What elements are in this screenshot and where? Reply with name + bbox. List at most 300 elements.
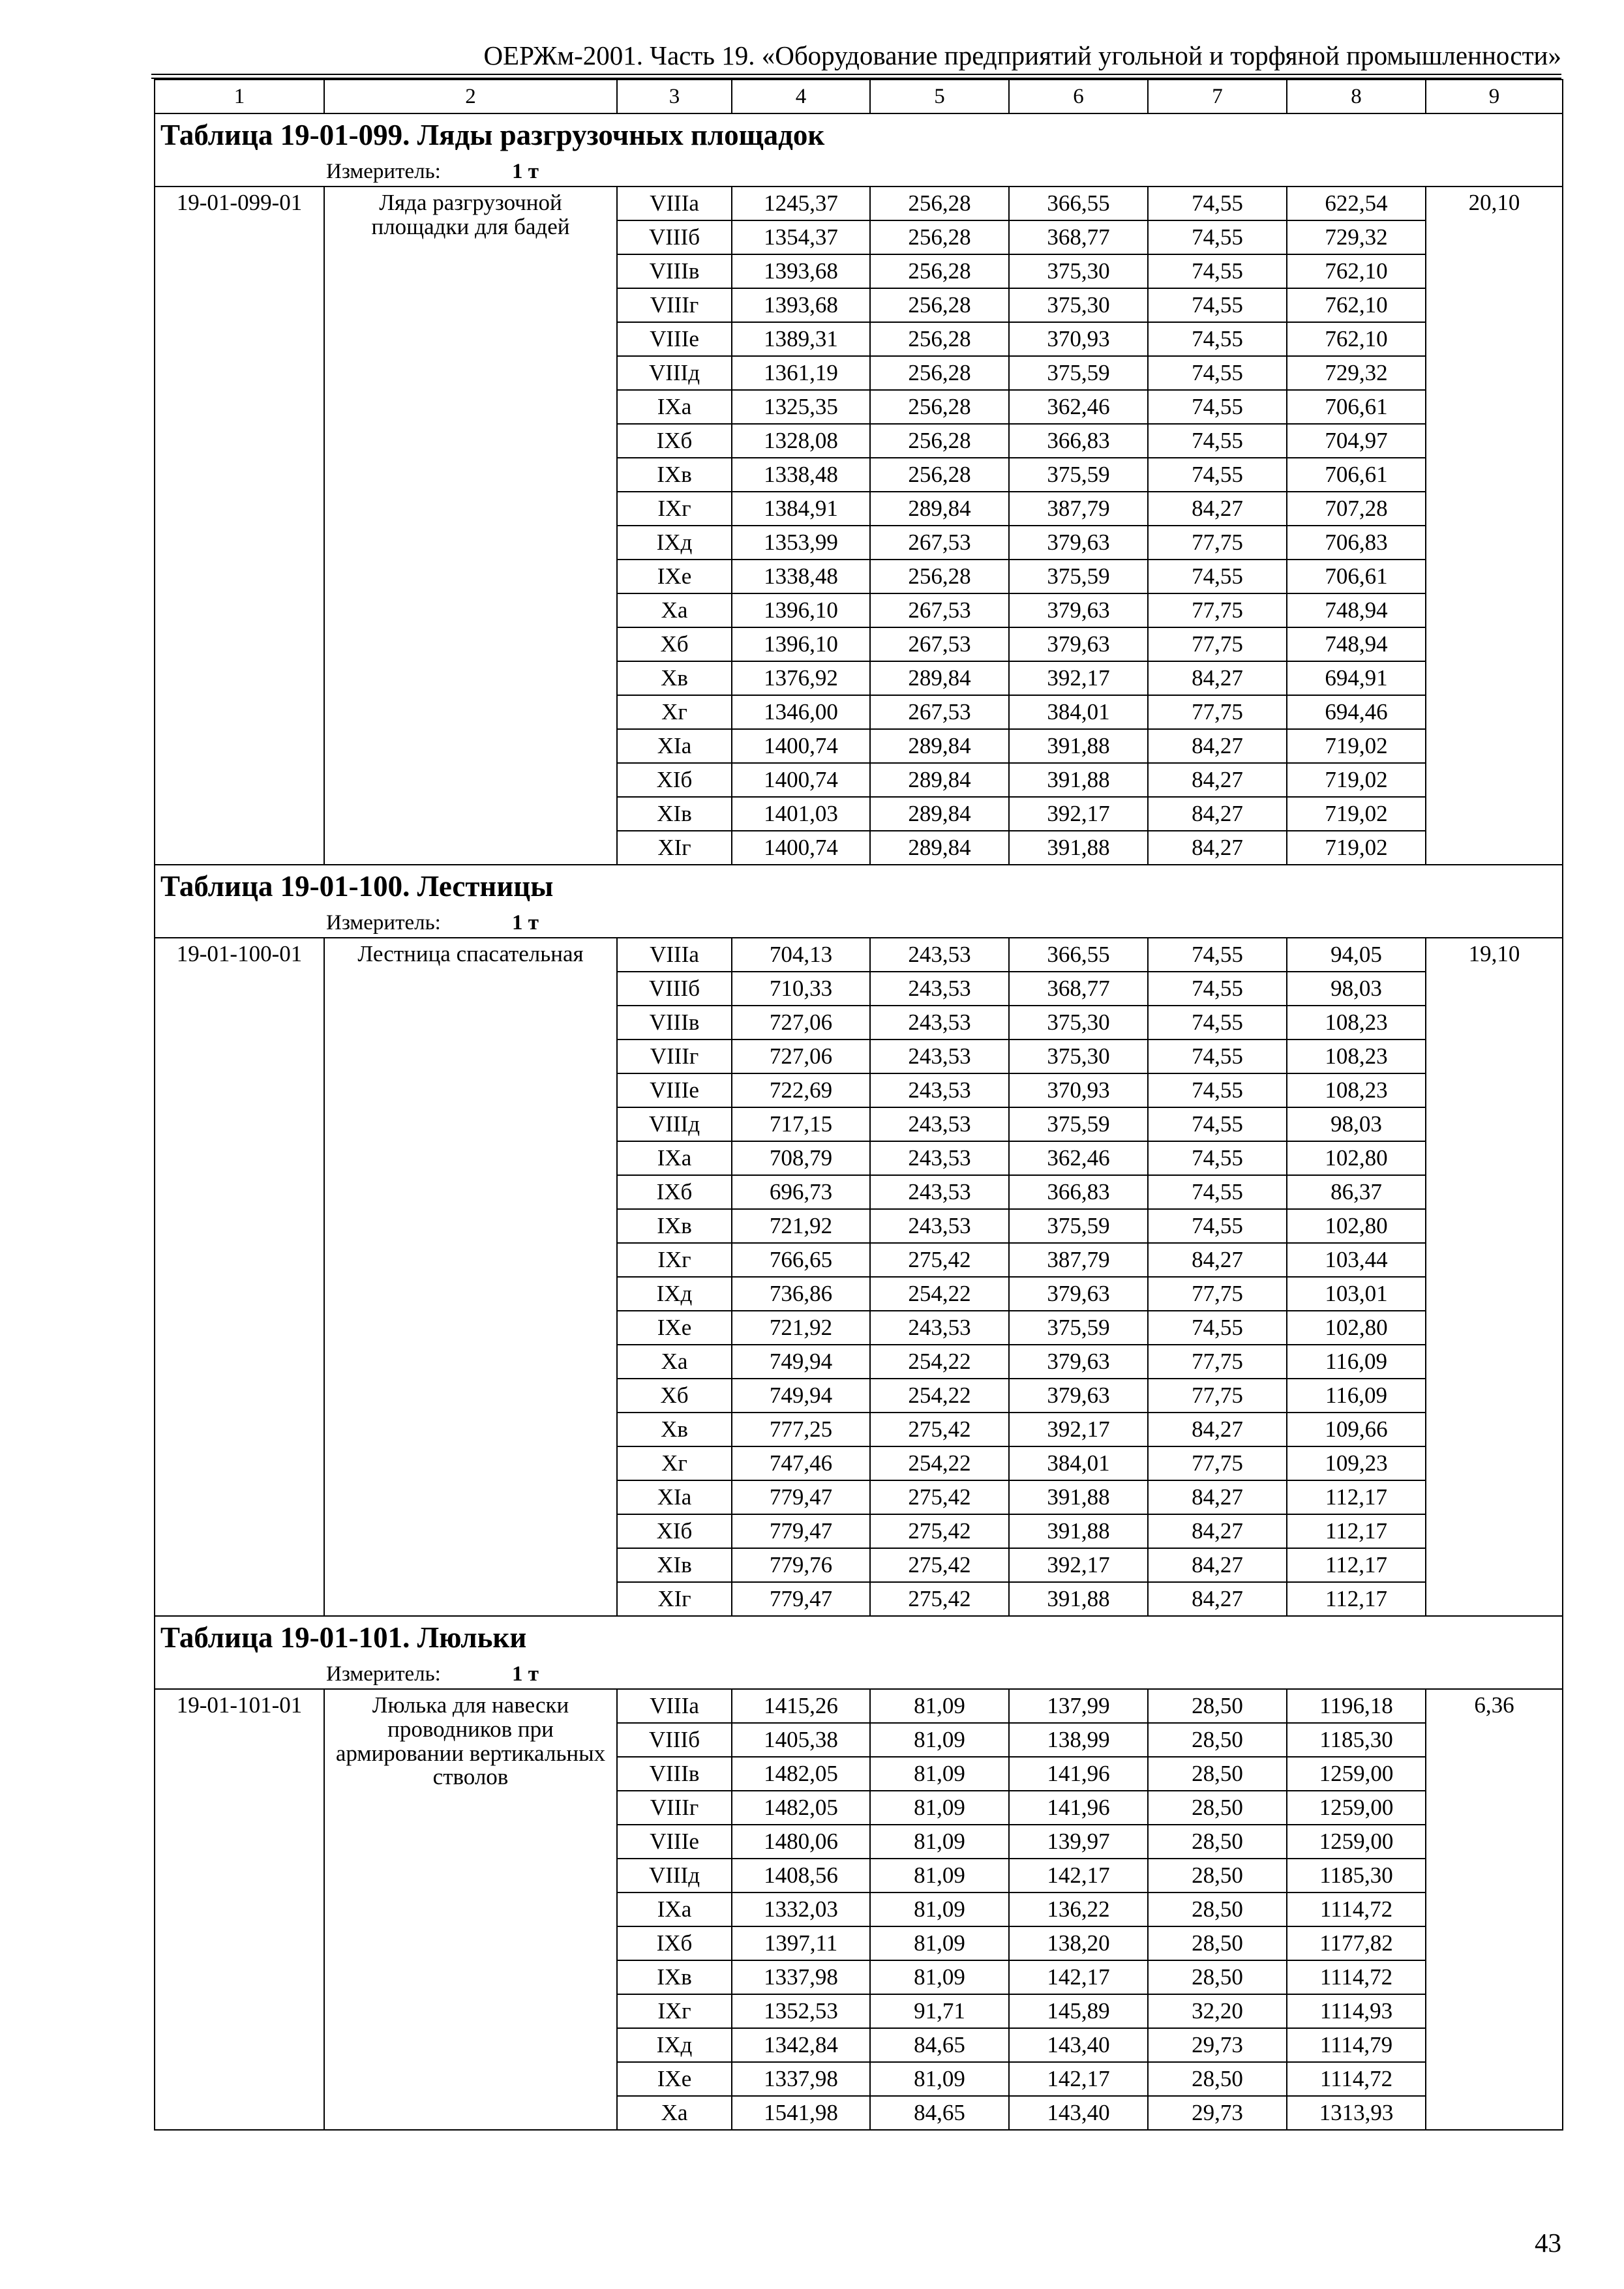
- value-cell: 1185,30: [1287, 1723, 1426, 1757]
- value-cell: 779,47: [732, 1480, 870, 1514]
- value-cell: 1114,72: [1287, 1960, 1426, 1994]
- value-cell: 719,02: [1287, 831, 1426, 865]
- value-cell: 1342,84: [732, 2028, 870, 2062]
- value-cell: 391,88: [1009, 1514, 1148, 1548]
- table-title: Таблица 19-01-101. Люльки: [155, 1616, 1563, 1660]
- value-cell: 28,50: [1148, 1926, 1287, 1960]
- value-cell: 275,42: [870, 1514, 1009, 1548]
- zone-cell: ХIа: [617, 729, 732, 763]
- value-cell: 81,09: [870, 1689, 1009, 1723]
- rate-name: Ляда разгрузочной площадки для бадей: [324, 187, 617, 865]
- value-cell: 112,17: [1287, 1514, 1426, 1548]
- value-cell: 267,53: [870, 526, 1009, 560]
- value-cell: 74,55: [1148, 458, 1287, 492]
- column-number: 6: [1009, 80, 1148, 113]
- value-cell: 77,75: [1148, 1446, 1287, 1480]
- value-cell: 256,28: [870, 187, 1009, 220]
- value-cell: 112,17: [1287, 1480, 1426, 1514]
- rate-code: 19-01-100-01: [155, 938, 324, 1616]
- value-cell: 32,20: [1148, 1994, 1287, 2028]
- zone-cell: IХб: [617, 1175, 732, 1209]
- value-cell: 77,75: [1148, 1345, 1287, 1379]
- value-cell: 103,01: [1287, 1277, 1426, 1311]
- value-cell: 108,23: [1287, 1073, 1426, 1107]
- value-cell: 706,83: [1287, 526, 1426, 560]
- value-cell: 391,88: [1009, 1582, 1148, 1616]
- value-cell: 254,22: [870, 1446, 1009, 1480]
- value-cell: 1259,00: [1287, 1791, 1426, 1825]
- value-cell: 142,17: [1009, 1960, 1148, 1994]
- value-cell: 243,53: [870, 972, 1009, 1006]
- value-cell: 375,30: [1009, 1006, 1148, 1040]
- table-row: [155, 1689, 1563, 1723]
- value-cell: 706,61: [1287, 560, 1426, 593]
- value-cell: 77,75: [1148, 1277, 1287, 1311]
- value-cell: 1396,10: [732, 593, 870, 627]
- value-cell: 375,59: [1009, 1107, 1148, 1141]
- value-cell: 84,65: [870, 2028, 1009, 2062]
- zone-cell: ХIв: [617, 1548, 732, 1582]
- value-cell: 256,28: [870, 390, 1009, 424]
- value-cell: 116,09: [1287, 1345, 1426, 1379]
- value-cell: 74,55: [1148, 1175, 1287, 1209]
- value-cell: 762,10: [1287, 288, 1426, 322]
- value-cell: 112,17: [1287, 1582, 1426, 1616]
- value-cell: 392,17: [1009, 661, 1148, 695]
- value-cell: 28,50: [1148, 1859, 1287, 1893]
- value-cell: 1325,35: [732, 390, 870, 424]
- zone-cell: VIIIв: [617, 1757, 732, 1791]
- value-cell: 391,88: [1009, 831, 1148, 865]
- value-cell: 84,27: [1148, 763, 1287, 797]
- zone-cell: IХд: [617, 526, 732, 560]
- value-cell: 256,28: [870, 288, 1009, 322]
- zone-cell: Хв: [617, 661, 732, 695]
- value-cell: 112,17: [1287, 1548, 1426, 1582]
- value-cell: 1114,79: [1287, 2028, 1426, 2062]
- value-cell: 81,09: [870, 2062, 1009, 2096]
- value-cell: 74,55: [1148, 220, 1287, 254]
- value-cell: 1259,00: [1287, 1757, 1426, 1791]
- last-column-value: 20,10: [1426, 187, 1563, 865]
- value-cell: 748,94: [1287, 627, 1426, 661]
- value-cell: 256,28: [870, 220, 1009, 254]
- value-cell: 1384,91: [732, 492, 870, 526]
- value-cell: 1177,82: [1287, 1926, 1426, 1960]
- value-cell: 108,23: [1287, 1006, 1426, 1040]
- value-cell: 243,53: [870, 1073, 1009, 1107]
- value-cell: 392,17: [1009, 1413, 1148, 1446]
- value-cell: 1401,03: [732, 797, 870, 831]
- value-cell: 762,10: [1287, 322, 1426, 356]
- value-cell: 28,50: [1148, 1723, 1287, 1757]
- value-cell: 28,50: [1148, 1689, 1287, 1723]
- unit-row: [155, 908, 1563, 938]
- value-cell: 275,42: [870, 1243, 1009, 1277]
- value-cell: 267,53: [870, 695, 1009, 729]
- value-cell: 375,59: [1009, 1209, 1148, 1243]
- value-cell: 366,55: [1009, 187, 1148, 220]
- value-cell: 721,92: [732, 1209, 870, 1243]
- unit-row: [155, 1660, 1563, 1689]
- value-cell: 141,96: [1009, 1791, 1148, 1825]
- value-cell: 98,03: [1287, 1107, 1426, 1141]
- value-cell: 84,27: [1148, 1243, 1287, 1277]
- zone-cell: IХг: [617, 1243, 732, 1277]
- zone-cell: VIIIг: [617, 288, 732, 322]
- unit-label: Измеритель:: [326, 1662, 441, 1686]
- value-cell: 1259,00: [1287, 1825, 1426, 1859]
- value-cell: 1389,31: [732, 322, 870, 356]
- value-cell: 721,92: [732, 1311, 870, 1345]
- column-number: 8: [1287, 80, 1426, 113]
- value-cell: 694,91: [1287, 661, 1426, 695]
- value-cell: 81,09: [870, 1723, 1009, 1757]
- value-cell: 1114,93: [1287, 1994, 1426, 2028]
- value-cell: 727,06: [732, 1006, 870, 1040]
- value-cell: 243,53: [870, 1040, 1009, 1073]
- value-cell: 84,27: [1148, 729, 1287, 763]
- value-cell: 142,17: [1009, 2062, 1148, 2096]
- value-cell: 749,94: [732, 1379, 870, 1413]
- zone-cell: IХв: [617, 1960, 732, 1994]
- zone-cell: Ха: [617, 1345, 732, 1379]
- value-cell: 256,28: [870, 356, 1009, 390]
- value-cell: 243,53: [870, 1006, 1009, 1040]
- value-cell: 254,22: [870, 1345, 1009, 1379]
- value-cell: 379,63: [1009, 1379, 1148, 1413]
- value-cell: 275,42: [870, 1413, 1009, 1446]
- zone-cell: VIIIд: [617, 1859, 732, 1893]
- value-cell: 1354,37: [732, 220, 870, 254]
- value-cell: 243,53: [870, 938, 1009, 972]
- value-cell: 74,55: [1148, 1006, 1287, 1040]
- value-cell: 84,27: [1148, 1413, 1287, 1446]
- value-cell: 139,97: [1009, 1825, 1148, 1859]
- value-cell: 81,09: [870, 1859, 1009, 1893]
- zone-cell: IХг: [617, 492, 732, 526]
- value-cell: 1337,98: [732, 1960, 870, 1994]
- value-cell: 1352,53: [732, 1994, 870, 2028]
- value-cell: 137,99: [1009, 1689, 1148, 1723]
- value-cell: 136,22: [1009, 1893, 1148, 1926]
- zone-cell: IХа: [617, 1141, 732, 1175]
- value-cell: 719,02: [1287, 729, 1426, 763]
- column-number: 7: [1148, 80, 1287, 113]
- zone-cell: IХб: [617, 1926, 732, 1960]
- zone-cell: IХг: [617, 1994, 732, 2028]
- value-cell: 384,01: [1009, 1446, 1148, 1480]
- value-cell: 727,06: [732, 1040, 870, 1073]
- zone-cell: ХIг: [617, 831, 732, 865]
- value-cell: 375,59: [1009, 1311, 1148, 1345]
- value-cell: 102,80: [1287, 1209, 1426, 1243]
- value-cell: 1482,05: [732, 1757, 870, 1791]
- value-cell: 1185,30: [1287, 1859, 1426, 1893]
- value-cell: 109,23: [1287, 1446, 1426, 1480]
- value-cell: 1541,98: [732, 2096, 870, 2130]
- zone-cell: ХIг: [617, 1582, 732, 1616]
- value-cell: 74,55: [1148, 187, 1287, 220]
- zone-cell: IХа: [617, 390, 732, 424]
- column-number: 9: [1426, 80, 1563, 113]
- zone-cell: Ха: [617, 593, 732, 627]
- value-cell: 722,69: [732, 1073, 870, 1107]
- value-cell: 1405,38: [732, 1723, 870, 1757]
- value-cell: 81,09: [870, 1825, 1009, 1859]
- value-cell: 1482,05: [732, 1791, 870, 1825]
- value-cell: 719,02: [1287, 763, 1426, 797]
- value-cell: 1393,68: [732, 288, 870, 322]
- value-cell: 1396,10: [732, 627, 870, 661]
- value-cell: 375,30: [1009, 1040, 1148, 1073]
- value-cell: 779,76: [732, 1548, 870, 1582]
- zone-cell: VIIIб: [617, 972, 732, 1006]
- zone-cell: VIIIв: [617, 254, 732, 288]
- value-cell: 81,09: [870, 1791, 1009, 1825]
- value-cell: 77,75: [1148, 593, 1287, 627]
- column-number: 1: [155, 80, 324, 113]
- value-cell: 28,50: [1148, 1825, 1287, 1859]
- value-cell: 256,28: [870, 560, 1009, 593]
- value-cell: 391,88: [1009, 729, 1148, 763]
- value-cell: 1114,72: [1287, 1893, 1426, 1926]
- unit-cell: [155, 908, 1563, 938]
- value-cell: 28,50: [1148, 1791, 1287, 1825]
- value-cell: 74,55: [1148, 1311, 1287, 1345]
- value-cell: 1400,74: [732, 729, 870, 763]
- zone-cell: IХв: [617, 458, 732, 492]
- rate-name: Люлька для навески проводников при армировании вертикальных стволов: [324, 1689, 617, 2130]
- unit-cell: [155, 1660, 1563, 1689]
- value-cell: 289,84: [870, 661, 1009, 695]
- value-cell: 28,50: [1148, 1893, 1287, 1926]
- value-cell: 256,28: [870, 254, 1009, 288]
- value-cell: 379,63: [1009, 627, 1148, 661]
- value-cell: 766,65: [732, 1243, 870, 1277]
- value-cell: 729,32: [1287, 356, 1426, 390]
- value-cell: 1397,11: [732, 1926, 870, 1960]
- value-cell: 1332,03: [732, 1893, 870, 1926]
- value-cell: 694,46: [1287, 695, 1426, 729]
- column-number: 4: [732, 80, 870, 113]
- value-cell: 84,27: [1148, 492, 1287, 526]
- value-cell: 84,27: [1148, 1548, 1287, 1582]
- value-cell: 74,55: [1148, 254, 1287, 288]
- value-cell: 375,59: [1009, 458, 1148, 492]
- value-cell: 102,80: [1287, 1141, 1426, 1175]
- value-cell: 1337,98: [732, 2062, 870, 2096]
- zone-cell: VIIIе: [617, 1825, 732, 1859]
- rates-table: [154, 79, 1563, 2131]
- zone-cell: ХIб: [617, 763, 732, 797]
- value-cell: 29,73: [1148, 2028, 1287, 2062]
- table-title: Таблица 19-01-100. Лестницы: [155, 865, 1563, 908]
- value-cell: 368,77: [1009, 972, 1148, 1006]
- value-cell: 1480,06: [732, 1825, 870, 1859]
- value-cell: 747,46: [732, 1446, 870, 1480]
- value-cell: 1393,68: [732, 254, 870, 288]
- zone-cell: Хг: [617, 1446, 732, 1480]
- zone-cell: Хг: [617, 695, 732, 729]
- value-cell: 254,22: [870, 1379, 1009, 1413]
- value-cell: 81,09: [870, 1960, 1009, 1994]
- value-cell: 243,53: [870, 1209, 1009, 1243]
- zone-cell: IХд: [617, 2028, 732, 2062]
- unit-label: Измеритель:: [326, 159, 441, 183]
- value-cell: 289,84: [870, 831, 1009, 865]
- value-cell: 1313,93: [1287, 2096, 1426, 2130]
- column-number: 3: [617, 80, 732, 113]
- rate-code: 19-01-101-01: [155, 1689, 324, 2130]
- value-cell: 28,50: [1148, 1757, 1287, 1791]
- value-cell: 81,09: [870, 1757, 1009, 1791]
- value-cell: 370,93: [1009, 322, 1148, 356]
- value-cell: 1245,37: [732, 187, 870, 220]
- value-cell: 762,10: [1287, 254, 1426, 288]
- value-cell: 143,40: [1009, 2096, 1148, 2130]
- value-cell: 77,75: [1148, 1379, 1287, 1413]
- zone-cell: IХд: [617, 1277, 732, 1311]
- value-cell: 275,42: [870, 1582, 1009, 1616]
- value-cell: 1376,92: [732, 661, 870, 695]
- value-cell: 379,63: [1009, 593, 1148, 627]
- value-cell: 387,79: [1009, 1243, 1148, 1277]
- value-cell: 710,33: [732, 972, 870, 1006]
- zone-cell: IХв: [617, 1209, 732, 1243]
- value-cell: 254,22: [870, 1277, 1009, 1311]
- zone-cell: ХIб: [617, 1514, 732, 1548]
- zone-cell: VIIIб: [617, 1723, 732, 1757]
- value-cell: 379,63: [1009, 526, 1148, 560]
- table-title-row: [155, 865, 1563, 908]
- unit-label: Измеритель:: [326, 910, 441, 935]
- zone-cell: VIIIа: [617, 187, 732, 220]
- value-cell: 74,55: [1148, 1040, 1287, 1073]
- value-cell: 138,99: [1009, 1723, 1148, 1757]
- value-cell: 779,47: [732, 1514, 870, 1548]
- value-cell: 1196,18: [1287, 1689, 1426, 1723]
- value-cell: 243,53: [870, 1141, 1009, 1175]
- zone-cell: IХа: [617, 1893, 732, 1926]
- value-cell: 74,55: [1148, 424, 1287, 458]
- value-cell: 387,79: [1009, 492, 1148, 526]
- value-cell: 74,55: [1148, 938, 1287, 972]
- value-cell: 1400,74: [732, 763, 870, 797]
- value-cell: 1361,19: [732, 356, 870, 390]
- column-number-row: [155, 80, 1563, 113]
- value-cell: 29,73: [1148, 2096, 1287, 2130]
- value-cell: 696,73: [732, 1175, 870, 1209]
- value-cell: 391,88: [1009, 763, 1148, 797]
- value-cell: 708,79: [732, 1141, 870, 1175]
- value-cell: 1415,26: [732, 1689, 870, 1723]
- zone-cell: IХе: [617, 1311, 732, 1345]
- value-cell: 74,55: [1148, 1209, 1287, 1243]
- zone-cell: VIIIе: [617, 1073, 732, 1107]
- unit-value: 1 т: [512, 1662, 539, 1686]
- value-cell: 81,09: [870, 1926, 1009, 1960]
- value-cell: 103,44: [1287, 1243, 1426, 1277]
- rate-name: Лестница спасательная: [324, 938, 617, 1616]
- value-cell: 379,63: [1009, 1345, 1148, 1379]
- value-cell: 289,84: [870, 763, 1009, 797]
- value-cell: 98,03: [1287, 972, 1426, 1006]
- value-cell: 289,84: [870, 492, 1009, 526]
- value-cell: 143,40: [1009, 2028, 1148, 2062]
- value-cell: 1338,48: [732, 458, 870, 492]
- value-cell: 375,30: [1009, 254, 1148, 288]
- value-cell: 707,28: [1287, 492, 1426, 526]
- value-cell: 777,25: [732, 1413, 870, 1446]
- value-cell: 1114,72: [1287, 2062, 1426, 2096]
- value-cell: 366,55: [1009, 938, 1148, 972]
- value-cell: 1328,08: [732, 424, 870, 458]
- value-cell: 1338,48: [732, 560, 870, 593]
- value-cell: 77,75: [1148, 526, 1287, 560]
- value-cell: 86,37: [1287, 1175, 1426, 1209]
- value-cell: 28,50: [1148, 2062, 1287, 2096]
- value-cell: 94,05: [1287, 938, 1426, 972]
- value-cell: 729,32: [1287, 220, 1426, 254]
- unit-value: 1 т: [512, 910, 539, 935]
- zone-cell: VIIIв: [617, 1006, 732, 1040]
- zone-cell: VIIIб: [617, 220, 732, 254]
- zone-cell: Ха: [617, 2096, 732, 2130]
- zone-cell: VIIIд: [617, 1107, 732, 1141]
- value-cell: 289,84: [870, 797, 1009, 831]
- value-cell: 74,55: [1148, 1073, 1287, 1107]
- zone-cell: IХб: [617, 424, 732, 458]
- table-row: [155, 938, 1563, 972]
- value-cell: 91,71: [870, 1994, 1009, 2028]
- unit-value: 1 т: [512, 159, 539, 183]
- rates-table-body: [155, 80, 1563, 2130]
- zone-cell: VIIIд: [617, 356, 732, 390]
- value-cell: 84,27: [1148, 1582, 1287, 1616]
- zone-cell: VIIIе: [617, 322, 732, 356]
- column-number: 2: [324, 80, 617, 113]
- value-cell: 84,65: [870, 2096, 1009, 2130]
- value-cell: 717,15: [732, 1107, 870, 1141]
- value-cell: 362,46: [1009, 1141, 1148, 1175]
- value-cell: 74,55: [1148, 356, 1287, 390]
- value-cell: 74,55: [1148, 560, 1287, 593]
- value-cell: 267,53: [870, 627, 1009, 661]
- value-cell: 84,27: [1148, 1514, 1287, 1548]
- value-cell: 1353,99: [732, 526, 870, 560]
- value-cell: 375,59: [1009, 560, 1148, 593]
- value-cell: 384,01: [1009, 695, 1148, 729]
- value-cell: 289,84: [870, 729, 1009, 763]
- value-cell: 243,53: [870, 1311, 1009, 1345]
- value-cell: 145,89: [1009, 1994, 1148, 2028]
- value-cell: 102,80: [1287, 1311, 1426, 1345]
- zone-cell: IХе: [617, 2062, 732, 2096]
- unit-cell: [155, 157, 1563, 187]
- value-cell: 622,54: [1287, 187, 1426, 220]
- value-cell: 275,42: [870, 1480, 1009, 1514]
- value-cell: 74,55: [1148, 972, 1287, 1006]
- value-cell: 142,17: [1009, 1859, 1148, 1893]
- page-number: 43: [1535, 2228, 1561, 2258]
- value-cell: 138,20: [1009, 1926, 1148, 1960]
- table-title-row: [155, 113, 1563, 157]
- zone-cell: IХе: [617, 560, 732, 593]
- value-cell: 706,61: [1287, 458, 1426, 492]
- value-cell: 243,53: [870, 1175, 1009, 1209]
- value-cell: 74,55: [1148, 322, 1287, 356]
